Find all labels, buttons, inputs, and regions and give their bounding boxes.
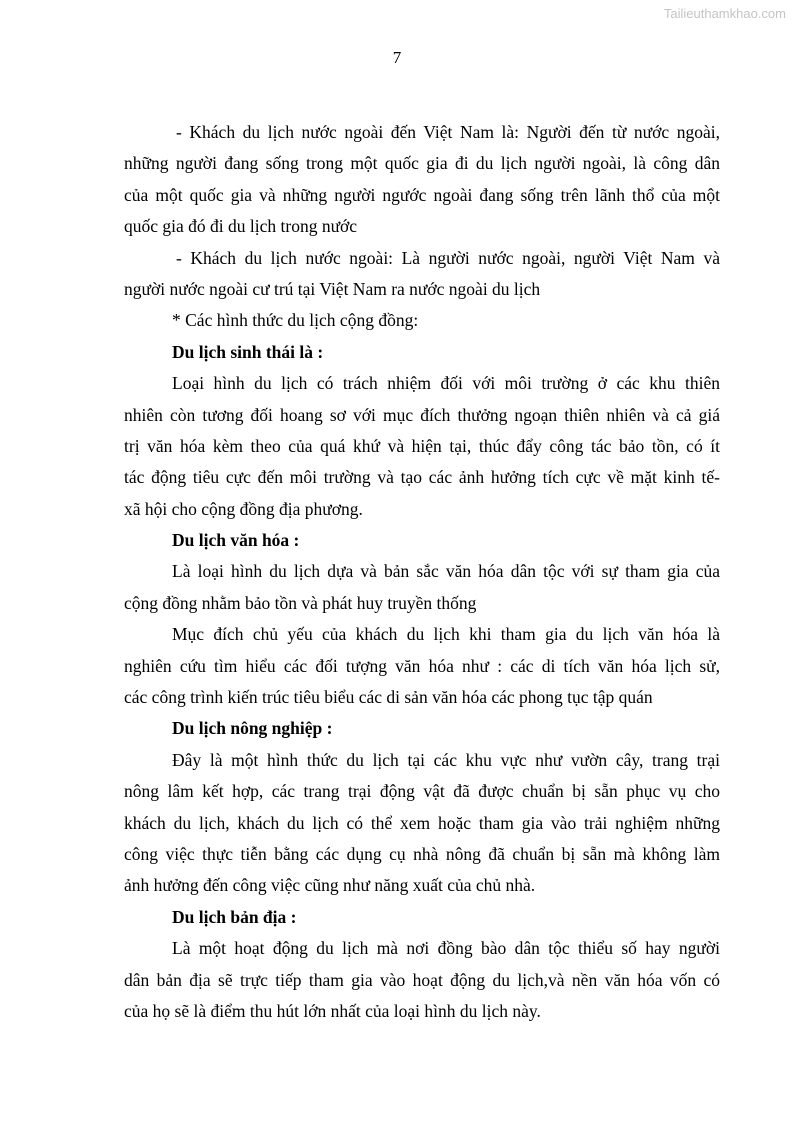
section-heading: Du lịch văn hóa : bbox=[172, 530, 300, 551]
text-line: các công trình kiến trúc tiêu biểu các di sản văn hóa các phong tục tập quán bbox=[124, 687, 653, 708]
text-line: quốc gia đó đi du lịch trong nước bbox=[124, 216, 358, 237]
text-line: Là loại hình du lịch dựa và bản sắc văn hóa dân tộc với sự tham gia của bbox=[172, 561, 720, 582]
text-line: nhiên còn tương đối hoang sơ với mục đích thưởng ngoạn thiên nhiên và cả giá bbox=[124, 404, 720, 425]
watermark: Tailieuthamkhao.com bbox=[663, 6, 786, 21]
text-line: nông lâm kết hợp, các trang trại động vật đã được chuẩn bị sẵn phục vụ cho bbox=[124, 781, 720, 802]
page-number: 7 bbox=[392, 48, 402, 67]
text-line: cộng đồng nhằm bảo tồn và phát huy truyền thống bbox=[124, 592, 477, 613]
text-line: Loại hình du lịch có trách nhiệm đối với môi trường ở các khu thiên bbox=[172, 373, 720, 394]
document-body bbox=[124, 117, 720, 1027]
text-line: khách du lịch, khách du lịch có thể xem hoặc tham gia vào trải nghiệm những bbox=[124, 812, 720, 833]
section-heading: Du lịch nông nghiệp : bbox=[172, 718, 333, 739]
text-line: Đây là một hình thức du lịch tại các khu vực như vườn cây, trang trại bbox=[172, 749, 720, 770]
text-line: công việc thực tiễn bằng các dụng cụ nhà nông đã chuẩn bị sẵn mà không làm bbox=[124, 843, 720, 864]
section-heading: Du lịch bản địa : bbox=[172, 906, 297, 927]
section-heading: Du lịch sinh thái là : bbox=[172, 341, 324, 362]
text-line: trị văn hóa kèm theo của quá khứ và hiện tại, thúc đẩy công tác bảo tồn, có ít bbox=[124, 435, 720, 456]
text-line: nghiên cứu tìm hiểu các đối tượng văn hóa như : các di tích văn hóa lịch sử, bbox=[124, 655, 720, 676]
text-line: - Khách du lịch nước ngoài đến Việt Nam là: Người đến từ nước ngoài, bbox=[176, 122, 720, 142]
text-line: của họ sẽ là điểm thu hút lớn nhất của loại hình du lịch này. bbox=[124, 1000, 541, 1021]
text-line: người nước ngoài cư trú tại Việt Nam ra nước ngoài du lịch bbox=[124, 278, 541, 299]
text-line: * Các hình thức du lịch cộng đồng: bbox=[172, 310, 419, 331]
text-line: dân bản địa sẽ trực tiếp tham gia vào hoạt động du lịch,và nền văn hóa vốn có bbox=[124, 969, 720, 990]
text-line: Là một hoạt động du lịch mà nơi đồng bào dân tộc thiểu số hay người bbox=[172, 938, 720, 959]
text-line: - Khách du lịch nước ngoài: Là người nước ngoài, người Việt Nam và bbox=[176, 247, 720, 268]
text-line: Mục đích chủ yếu của khách du lịch khi tham gia du lịch văn hóa là bbox=[172, 624, 720, 645]
text-line: ảnh hưởng đến công việc cũng như năng xuất của chủ nhà. bbox=[124, 875, 536, 896]
text-line: xã hội cho cộng đồng địa phương. bbox=[124, 498, 363, 519]
text-line: tác động tiêu cực đến môi trường và tạo các ảnh hưởng tích cực về mặt kinh tế- bbox=[124, 467, 720, 488]
text-line: của một quốc gia và những người ngước ngoài đang sống trên lãnh thổ của một bbox=[124, 184, 720, 205]
text-line: những người đang sống trong một quốc gia đi du lịch người ngoài, là công dân bbox=[124, 153, 720, 174]
